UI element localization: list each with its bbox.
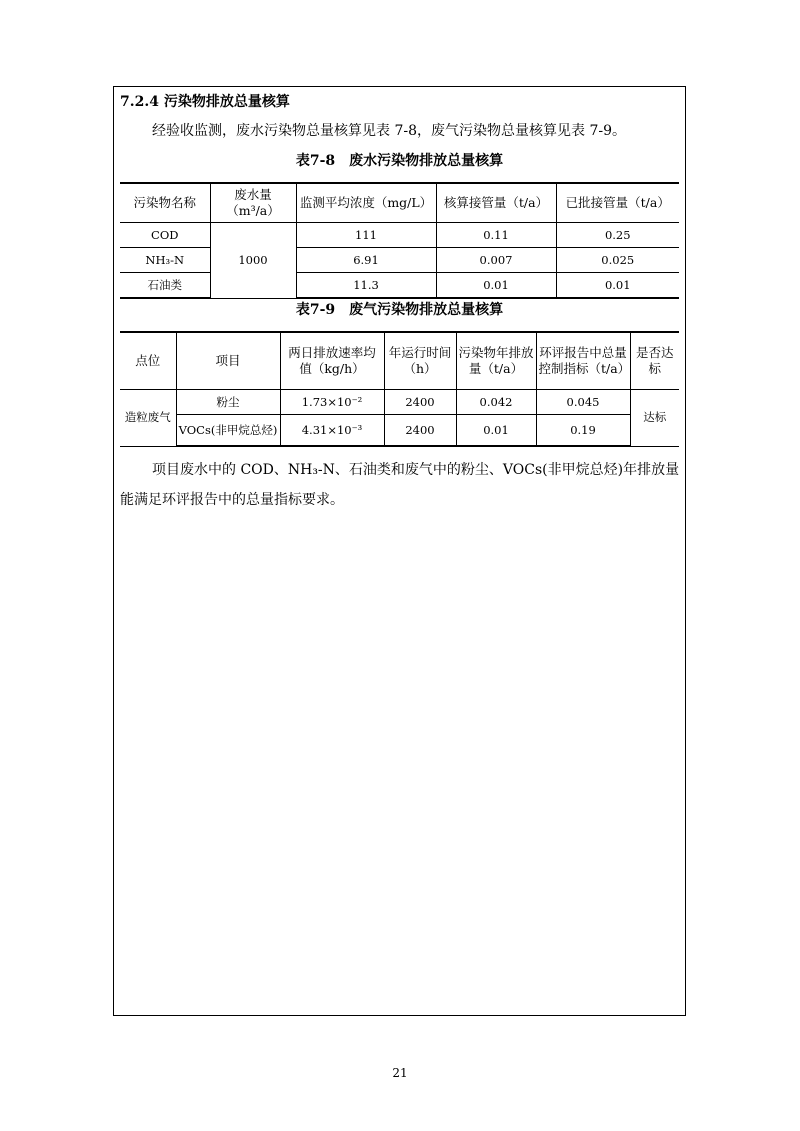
header-pollutant: 污染物名称 xyxy=(120,183,210,223)
cell-hours: 2400 xyxy=(384,415,456,447)
header-compliance: 是否达标 xyxy=(630,332,679,390)
table1-caption: 表7-8 废水污染物排放总量核算 xyxy=(295,153,504,169)
header-calculated: 核算接管量（t/a） xyxy=(436,183,556,223)
cell-concentration: 111 xyxy=(296,223,436,248)
intro-paragraph: 经验收监测，废水污染物总量核算见表 7-8，废气污染物总量核算见表 7-9。 xyxy=(152,123,626,139)
page-number: 21 xyxy=(392,1066,408,1080)
content-frame xyxy=(113,86,686,1016)
wastewater-table xyxy=(120,182,679,299)
cell-pollutant: COD xyxy=(120,223,210,248)
header-approved: 已批接管量（t/a） xyxy=(556,183,679,223)
cell-calculated: 0.007 xyxy=(436,248,556,273)
cell-concentration: 11.3 xyxy=(296,273,436,299)
header-hours: 年运行时间（h） xyxy=(384,332,456,390)
header-item: 项目 xyxy=(176,332,280,390)
cell-item: VOCs(非甲烷总烃) xyxy=(176,415,280,447)
exhaust-table xyxy=(120,331,679,447)
table-row xyxy=(120,223,679,248)
cell-concentration: 6.91 xyxy=(296,248,436,273)
cell-pollutant: 石油类 xyxy=(120,273,210,299)
cell-approved: 0.01 xyxy=(556,273,679,299)
cell-limit: 0.045 xyxy=(536,390,630,415)
cell-calculated: 0.01 xyxy=(436,273,556,299)
cell-rate: 4.31×10⁻³ xyxy=(280,415,384,447)
cell-rate: 1.73×10⁻² xyxy=(280,390,384,415)
cell-limit: 0.19 xyxy=(536,415,630,447)
header-volume: 废水量（m³/a） xyxy=(210,183,296,223)
cell-item: 粉尘 xyxy=(176,390,280,415)
cell-location: 造粒废气 xyxy=(120,390,176,447)
cell-approved: 0.025 xyxy=(556,248,679,273)
table-row xyxy=(120,248,679,273)
table-row xyxy=(120,273,679,299)
table-row xyxy=(120,415,679,447)
table-row xyxy=(120,390,679,415)
cell-compliance: 达标 xyxy=(630,390,679,447)
cell-approved: 0.25 xyxy=(556,223,679,248)
cell-annual: 0.042 xyxy=(456,390,536,415)
conclusion-paragraph: 项目废水中的 COD、NH₃-N、石油类和废气中的粉尘、VOCs(非甲烷总烃)年排放量能满足环评报告中的总量指标要求。 xyxy=(120,462,680,508)
cell-volume: 1000 xyxy=(210,223,296,299)
cell-pollutant: NH₃-N xyxy=(120,248,210,273)
section-title: 7.2.4 污染物排放总量核算 xyxy=(120,94,290,110)
header-location: 点位 xyxy=(120,332,176,390)
header-concentration: 监测平均浓度（mg/L） xyxy=(296,183,436,223)
cell-annual: 0.01 xyxy=(456,415,536,447)
header-annual: 污染物年排放量（t/a） xyxy=(456,332,536,390)
header-rate: 两日排放速率均值（kg/h） xyxy=(280,332,384,390)
cell-calculated: 0.11 xyxy=(436,223,556,248)
cell-hours: 2400 xyxy=(384,390,456,415)
table2-caption: 表7-9 废气污染物排放总量核算 xyxy=(295,302,504,318)
header-limit: 环评报告中总量控制指标（t/a） xyxy=(536,332,630,390)
